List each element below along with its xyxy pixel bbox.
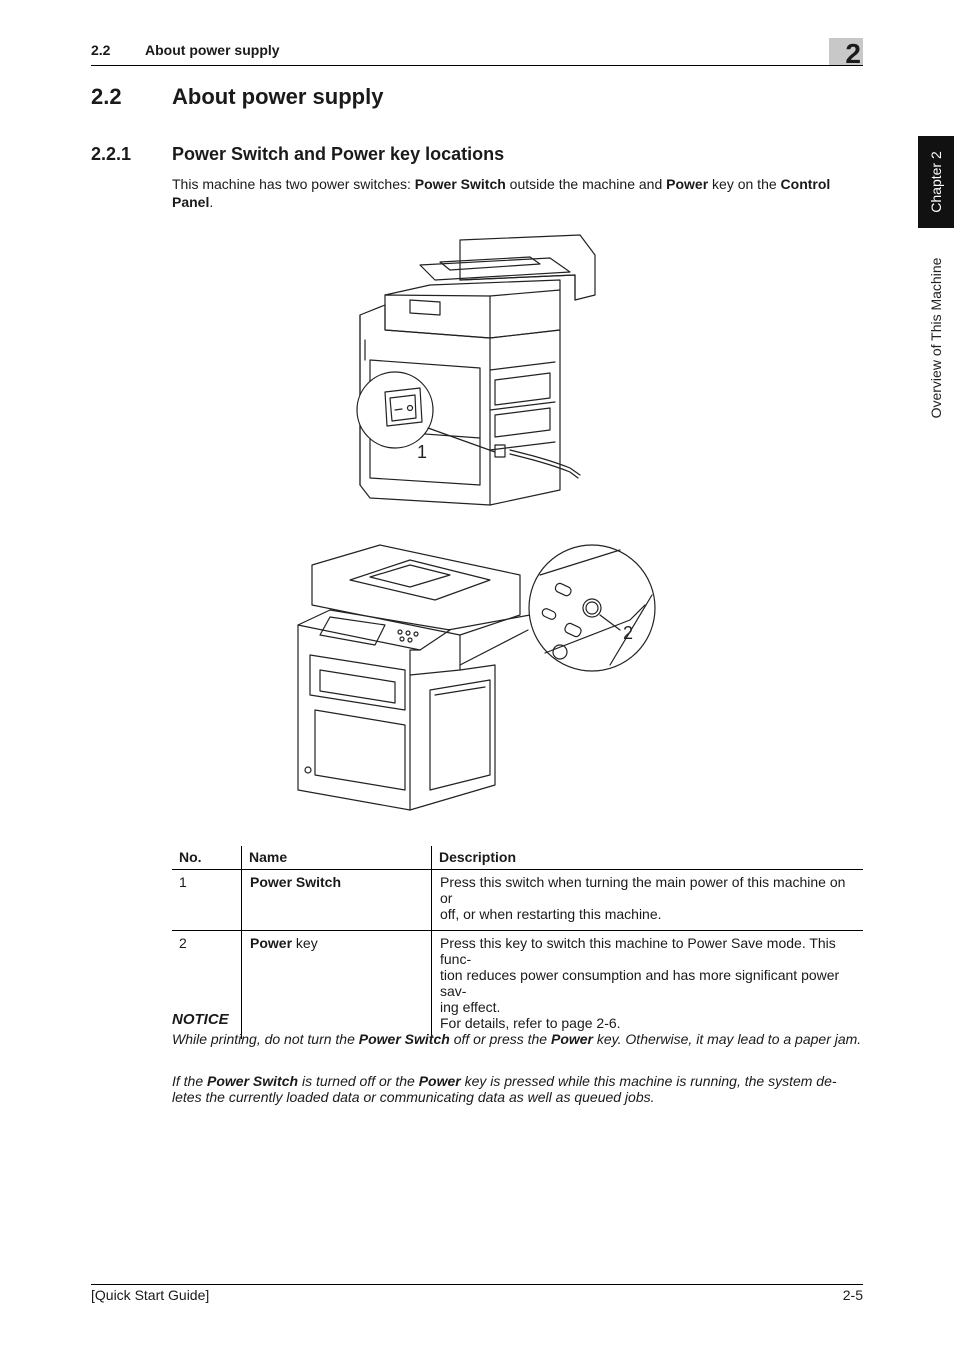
footer-rule xyxy=(91,1284,863,1285)
notice-text: is turned off or the xyxy=(298,1073,419,1089)
intro-text: key on the xyxy=(708,176,781,192)
notice-bold-power: Power xyxy=(550,1031,593,1047)
row-name-rest: key xyxy=(292,935,318,951)
row-description xyxy=(432,870,864,931)
heading-2-number: 2.2 xyxy=(91,84,122,109)
row-number: 1 xyxy=(172,870,242,931)
notice-text: If the xyxy=(172,1073,208,1089)
notice-text: key. Otherwise, it may lead to a paper jam. xyxy=(593,1031,862,1047)
description-line: Press this key to switch this machine to Power Save mode. This func- xyxy=(440,935,836,967)
intro-text: . xyxy=(209,194,214,210)
table-header-row xyxy=(172,846,863,870)
power-controls-table xyxy=(172,846,863,1039)
figure-power-key-location xyxy=(290,535,670,820)
notice-text: key is pressed while this machine is running, the system de-letes the currently loaded data or communicating data as well as queued jobs. xyxy=(172,1073,837,1105)
side-tab-chapter xyxy=(918,136,954,228)
description-line: ing effect. xyxy=(440,999,501,1015)
footer-guide-name: [Quick Start Guide] xyxy=(91,1287,210,1303)
header-rule xyxy=(91,65,863,66)
heading-3-number: 2.2.1 xyxy=(91,144,132,164)
column-header-name: Name xyxy=(242,846,432,870)
side-tab-section-label: Overview of This Machine xyxy=(928,257,944,419)
callout-1-label: 1 xyxy=(417,442,428,462)
notice-text: off or press the xyxy=(449,1031,551,1047)
notice-bold-power-switch: Power Switch xyxy=(207,1073,299,1089)
callout-2-label: 2 xyxy=(623,623,634,643)
intro-bold-power: Power xyxy=(666,176,709,192)
table-row xyxy=(172,870,863,931)
column-header-no: No. xyxy=(172,846,242,870)
heading-2-title: About power supply xyxy=(172,84,384,109)
heading-3-title: Power Switch and Power key locations xyxy=(172,144,505,164)
row-name-bold: Power xyxy=(250,935,293,951)
notice-bold-power-switch: Power Switch xyxy=(358,1031,450,1047)
notice-paragraph-1 xyxy=(172,1031,864,1047)
notice-title: NOTICE xyxy=(172,1011,229,1028)
running-header-section-number: 2.2 xyxy=(91,42,111,58)
row-name xyxy=(242,870,432,931)
intro-bold-control-panel: Control Panel xyxy=(172,176,831,210)
intro-bold-power-switch: Power Switch xyxy=(414,176,506,192)
description-line: Press this switch when turning the main power of this machine on or xyxy=(440,874,846,906)
intro-paragraph xyxy=(172,175,864,211)
chapter-number-box: 2 xyxy=(829,38,863,65)
row-name xyxy=(242,931,432,1040)
notice-paragraph-2 xyxy=(172,1073,864,1105)
row-name-bold: Power Switch xyxy=(250,874,342,890)
running-header-section-title: About power supply xyxy=(145,42,280,58)
notice-bold-power: Power xyxy=(418,1073,461,1089)
description-line: tion reduces power consumption and has more significant power sav- xyxy=(440,967,840,999)
description-line: off, or when restarting this machine. xyxy=(440,906,662,922)
figure-power-switch-location xyxy=(340,230,600,510)
row-description xyxy=(432,931,864,1040)
side-tab-chapter-label: Chapter 2 xyxy=(928,151,944,213)
table-row xyxy=(172,931,863,1040)
description-line: For details, refer to page 2-6. xyxy=(440,1015,621,1031)
notice-text: While printing, do not turn the xyxy=(172,1031,359,1047)
column-header-description: Description xyxy=(432,846,864,870)
row-number: 2 xyxy=(179,935,187,951)
side-tab-section xyxy=(918,232,954,444)
footer-page-number: 2-5 xyxy=(842,1287,863,1303)
intro-text: outside the machine and xyxy=(505,176,667,192)
intro-text: This machine has two power switches: xyxy=(172,176,415,192)
